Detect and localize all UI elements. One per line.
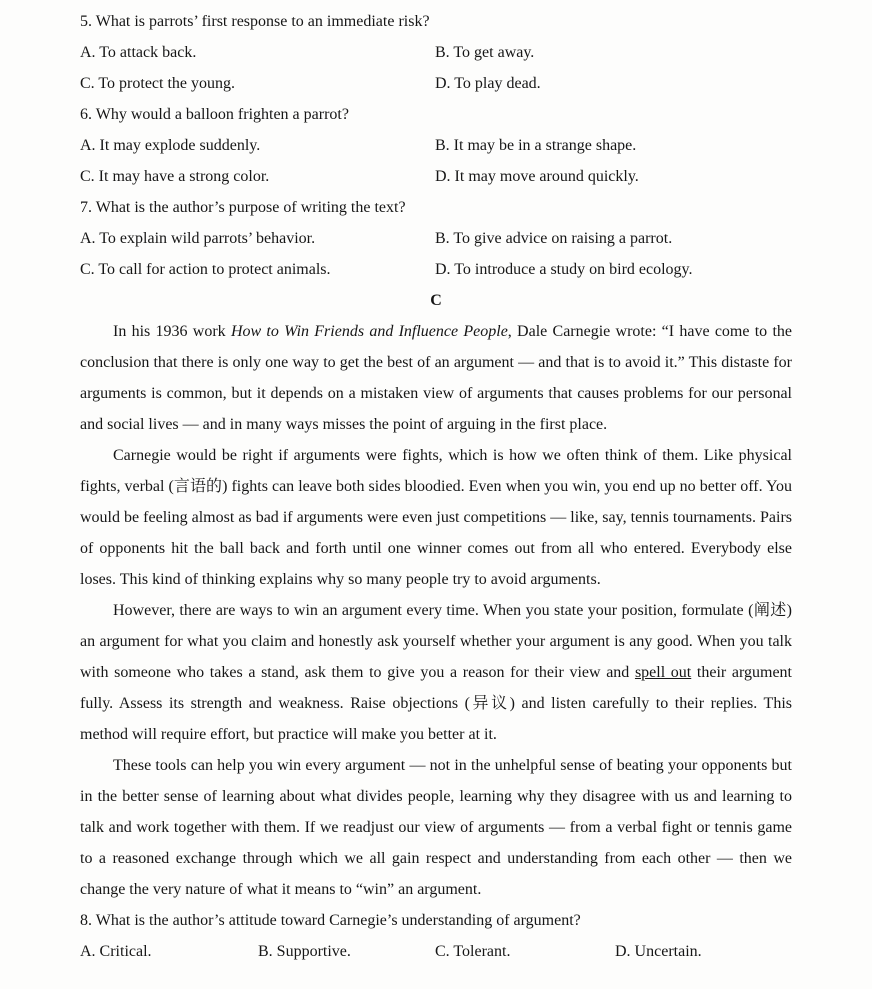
question-6-prompt: 6. Why would a balloon frighten a parrot? [80,106,349,123]
question-8-prompt: 8. What is the author’s attitude toward Carnegie’s understanding of argument? [80,912,581,929]
underlined-phrase: spell out [634,664,692,681]
question-8-option-a: A. Critical. [80,943,152,960]
question-7 [80,192,792,285]
question-5-options-row-1 [80,37,792,68]
passage-paragraph-4: These tools can help you win every argument — not in the unhelpful sense of beating your opponents but in the better sense of learning about what divides people, learning why they disagree with us and learning to talk and work together with them. If we readjust our view of arguments — from a verbal fight or tennis game to a reasoned exchange through which we all gain respect and understanding from each other — then we change the very nature of what it means to “win” an argument. [80,757,792,898]
question-7-option-a: A. To explain wild parrots’ behavior. [80,230,316,247]
question-7-option-b: B. To give advice on raising a parrot. [435,230,673,247]
paragraph-1-text-post: , Dale Carnegie wrote: “I have come to the conclusion that there is only one way to get the best of an argument — and that is to avoid it.” This distaste for arguments is common, but it depends on a mistaken view of arguments that causes problems for our personal and social lives — and in many ways misses the point of arguing in the first place. [80,323,792,433]
question-5-option-c: C. To protect the young. [80,75,236,92]
book-title-italic: How to Win Friends and Influence People [230,323,508,340]
passage-paragraph-3 [80,595,792,750]
question-6 [80,99,792,192]
question-6-option-a: A. It may explode suddenly. [80,137,261,154]
question-7-option-c: C. To call for action to protect animals. [80,261,331,278]
question-8-option-b: B. Supportive. [258,943,351,960]
question-7-options-row-1 [80,223,792,254]
question-7-prompt: 7. What is the author’s purpose of writing the text? [80,199,406,216]
passage-paragraph-2: Carnegie would be right if arguments were fights, which is how we often think of them. Like physical fights, verbal (言语的) fights can leave both sides bloodied. Even when you win, you end up no better off. You would be feeling almost as bad if arguments were even just competitions — like, say, tennis tournaments. Pairs of opponents hit the ball back and forth until one winner comes out from all who entered. Everybody else loses. This kind of thinking explains why so many people try to avoid arguments. [80,447,792,588]
section-heading-c: C [430,292,442,309]
question-5-options-row-2 [80,68,792,99]
question-5 [80,6,792,99]
question-5-option-d: D. To play dead. [435,75,541,92]
question-8 [80,905,792,967]
question-6-options-row-1 [80,130,792,161]
question-8-option-c: C. Tolerant. [435,943,511,960]
question-7-options-row-2 [80,254,792,285]
question-6-option-d: D. It may move around quickly. [435,168,639,185]
question-6-option-b: B. It may be in a strange shape. [435,137,637,154]
question-8-options-row [80,936,792,967]
question-5-option-a: A. To attack back. [80,44,197,61]
question-5-option-b: B. To get away. [435,44,535,61]
reading-passage [80,316,792,905]
paragraph-1-text-pre: In his 1936 work [113,323,231,340]
question-6-option-c: C. It may have a strong color. [80,168,270,185]
question-5-prompt: 5. What is parrots’ first response to an immediate risk? [80,13,430,30]
passage-paragraph-1 [80,316,792,440]
paragraph-3-text-post: their argument fully. Assess its strength and weakness. Raise objections (异议) and listen carefully to their replies. This method will require effort, but practice will make you better at it. [80,664,792,743]
question-8-option-d: D. Uncertain. [615,943,702,960]
paragraph-3-text-pre: However, there are ways to win an argument every time. When you state your position, formulate (阐述) an argument for what you claim and honestly ask yourself whether your argument is any good. When you talk with someone who takes a stand, ask them to give you a reason for their view and [80,602,792,681]
question-7-option-d: D. To introduce a study on bird ecology. [435,261,693,278]
question-6-options-row-2 [80,161,792,192]
